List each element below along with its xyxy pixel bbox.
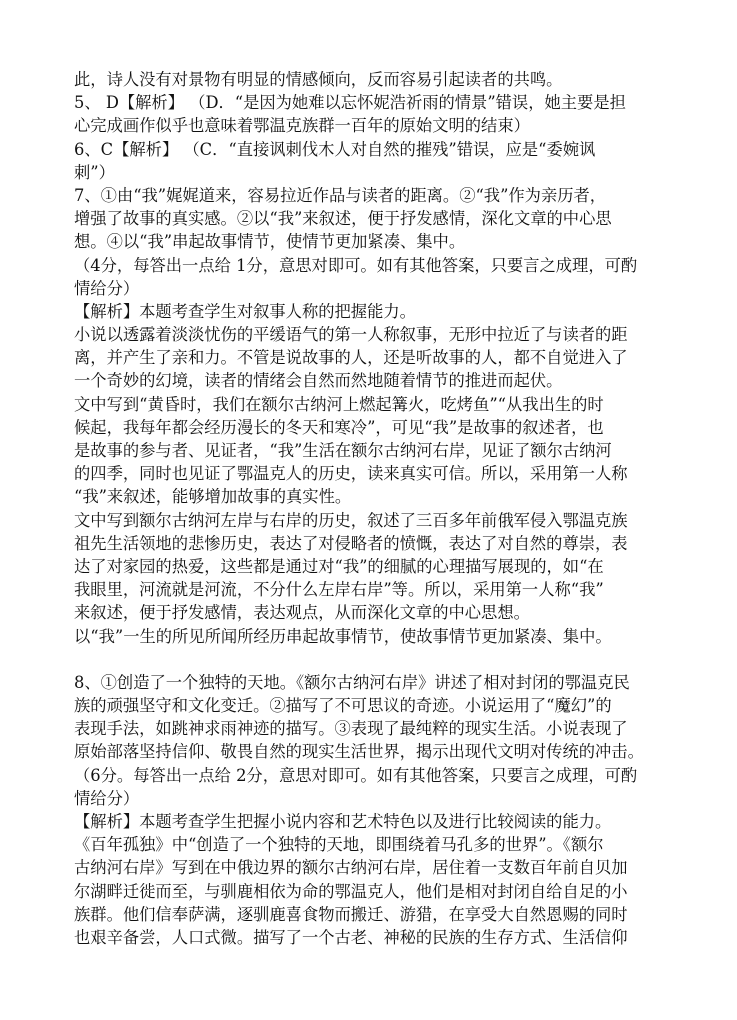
text-line: 一个奇妙的幻境，读者的情绪会自然而然地随着情节的推进而起伏。 (74, 371, 563, 391)
text-line: 来叙述，便于抒发感情，表达观点，从而深化文章的中心思想。 (74, 603, 530, 623)
text-line: 候起，我每年都会经历漫长的冬天和寒冷”，可见“我”是故事的叙述者，也 (74, 417, 604, 437)
text-line: 【解析】本题考查学生对叙事人称的把握能力。 (74, 301, 416, 321)
text-line: 原始部落坚持信仰、敬畏自然的现实生活世界，揭示出现代文明对传统的冲击。 (74, 742, 644, 762)
text-line: 是故事的参与者、见证者，“我”生活在额尔古纳河右岸，见证了额尔古纳河 (74, 441, 612, 460)
text-line: 【解析】本题考查学生把握小说内容和艺术特色以及进行比较阅读的能力。 (74, 812, 612, 831)
blank-line (74, 648, 674, 671)
text-line: 情给分） (74, 788, 140, 808)
text-line: 8、①创造了一个独特的天地。《额尔古纳河右岸》讲述了相对封闭的鄂温克民 (74, 672, 630, 692)
text-line: 文中写到额尔古纳河左岸与右岸的历史，叙述了三百多年前俄军侵入鄂温克族 (74, 510, 628, 530)
text-line: 刺”） (74, 162, 115, 182)
text-line: 表现手法，如跳神求雨神迹的描写。③表现了最纯粹的现实生活。小说表现了 (74, 719, 628, 739)
text-line: “我”来叙述，能够增加故事的真实性。 (74, 487, 352, 507)
text-line: 心完成画作似乎也意味着鄂温克族群一百年的原始文明的结束） (74, 116, 530, 136)
text-line: 达了对家园的热爱，这些都是通过对“我”的细腻的心理描写展现的，如“在 (74, 556, 604, 576)
text-line: 此，诗人没有对景物有明显的情感倾向，反而容易引起读者的共鸣。 (74, 70, 563, 89)
text-line: 尔湖畔迁徙而至，与驯鹿相依为命的鄂温克人，他们是相对封闭自给自足的小 (74, 881, 628, 901)
text-line: 族群。他们信奉萨满，逐驯鹿喜食物而搬迁、游猎，在享受大自然恩赐的同时 (74, 904, 628, 924)
text-line: 的四季，同时也见证了鄂温克人的历史，读来真实可信。所以，采用第一人称 (74, 464, 628, 484)
text-line: （6分。每答出一点给 2分，意思对即可。如有其他答案，只要言之成理，可酌 (74, 765, 638, 785)
text-line: 我眼里，河流就是河流，不分什么左岸右岸”等。所以，采用第一人称“我” (74, 580, 604, 600)
text-line: 也艰辛备尝，人口式微。描写了一个古老、神秘的民族的生存方式、生活信仰 (74, 927, 628, 947)
text-line: 古纳河右岸》写到在中俄边界的额尔古纳河右岸，居住着一支数百年前自贝加 (74, 858, 628, 878)
document-body (74, 68, 674, 949)
text-line: 文中写到“黄昏时，我们在额尔古纳河上燃起篝火，吃烤鱼”“从我出生的时 (74, 394, 604, 414)
text-line: 6、C【解析】 （C．“直接讽刺伐木人对自然的摧残”错误，应是“委婉讽 (74, 139, 596, 159)
text-line: 5、 D【解析】 （D．“是因为她难以忘怀妮浩祈雨的情景”错误，她主要是担 (74, 93, 626, 113)
text-line: 以“我”一生的所见所闻所经历串起故事情节，使故事情节更加紧凑、集中。 (74, 626, 612, 646)
text-line: 情给分） (74, 278, 140, 298)
text-line: 祖先生活领地的悲惨历史，表达了对侵略者的愤慨，表达了对自然的尊崇，表 (74, 533, 628, 553)
text-line: 7、①由“我”娓娓道来，容易拉近作品与读者的距离。②“我”作为亲历者， (74, 185, 607, 205)
text-line: 增强了故事的真实感。②以“我”来叙述，便于抒发感情，深化文章的中心思 (74, 209, 612, 229)
text-line: 《百年孤独》中“创造了一个独特的天地，即围绕着马孔多的世界”。《额尔 (74, 835, 604, 855)
text-line: （4分，每答出一点给 1分，意思对即可。如有其他答案，只要言之成理，可酌 (74, 255, 638, 275)
text-line: 离，并产生了亲和力。不管是说故事的人，还是听故事的人，都不自觉进入了 (74, 348, 628, 368)
text-line: 小说以透露着淡淡忧伤的平缓语气的第一人称叙事，无形中拉近了与读者的距 (74, 325, 628, 345)
text-line: 想。④以“我”串起故事情节，使情节更加紧凑、集中。 (74, 232, 466, 252)
text-line: 族的顽强坚守和文化变迁。②描写了不可思议的奇迹。小说运用了“魔幻”的 (74, 696, 612, 716)
